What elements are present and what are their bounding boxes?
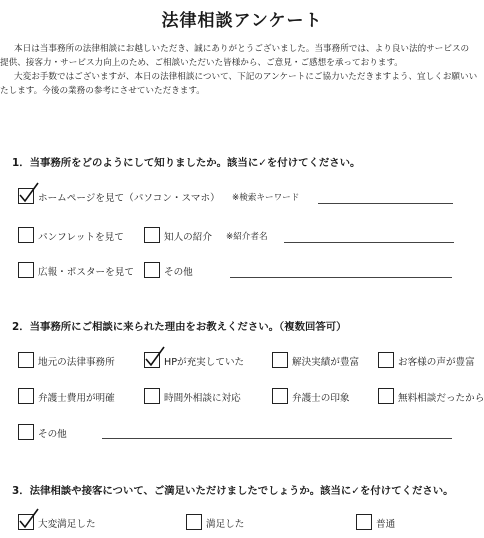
- checkbox[interactable]: [144, 262, 160, 278]
- option-label: その他: [164, 267, 193, 278]
- checkmark-icon: [18, 182, 40, 204]
- option-label: お客様の声が豊富: [398, 357, 475, 368]
- option-label: 普通: [376, 519, 396, 530]
- option-label: 弁護士の印象: [292, 393, 350, 404]
- checkbox[interactable]: [18, 352, 34, 368]
- checkbox[interactable]: [356, 514, 372, 530]
- checkbox[interactable]: [18, 388, 34, 404]
- option-label: 無料相談だったから: [398, 393, 484, 404]
- intro-line-2: 提供、接客力・サービス力向上のため、ご相談いただいた皆様から、ご意見・ご感想を承っております。: [0, 58, 403, 68]
- checkbox[interactable]: [378, 352, 394, 368]
- checkmark-icon: [18, 508, 40, 530]
- referrer-note: ※紹介者名: [226, 232, 268, 242]
- question-2-title: 2．当事務所にご相談に来られた理由をお教えください。（複数回答可）: [12, 321, 347, 333]
- question-3-title: 3．法律相談や接客について、ご満足いただけましたでしょうか。該当に✓を付けてください。: [12, 485, 454, 497]
- option-label: 時間外相談に対応: [164, 393, 241, 404]
- checkbox[interactable]: [186, 514, 202, 530]
- checkbox[interactable]: [144, 388, 160, 404]
- intro-line-3: 大変お手数ではございますが、本日の法律相談について、下記のアンケートにご協力いただきますよう、宜しくお願いい: [14, 72, 478, 82]
- option-label: 知人の紹介: [164, 232, 212, 243]
- intro-line-4: たします。今後の業務の参考にさせていただきます。: [0, 86, 205, 96]
- option-label: 解決実績が豊富: [292, 357, 360, 368]
- question-1-title: 1．当事務所をどのようにして知りましたか。該当に✓を付けてください。: [12, 157, 361, 169]
- checkbox[interactable]: [18, 262, 34, 278]
- q1-other-input-line[interactable]: [230, 277, 452, 278]
- keyword-input-line[interactable]: [318, 203, 453, 204]
- option-label: ホームページを見て（パソコン・スマホ）: [38, 193, 220, 204]
- option-label: パンフレットを見て: [38, 232, 124, 243]
- option-label: 広報・ポスターを見て: [38, 267, 134, 278]
- checkbox[interactable]: [378, 388, 394, 404]
- checkbox[interactable]: [144, 227, 160, 243]
- option-label: 地元の法律事務所: [38, 357, 115, 368]
- q2-other-input-line[interactable]: [102, 438, 452, 439]
- option-label: 満足した: [206, 519, 245, 530]
- option-label: 弁護士費用が明確: [38, 393, 115, 404]
- referrer-input-line[interactable]: [284, 242, 454, 243]
- checkbox[interactable]: [18, 227, 34, 243]
- option-label: その他: [38, 429, 67, 440]
- option-label: HPが充実していた: [164, 357, 245, 368]
- checkbox[interactable]: [272, 352, 288, 368]
- intro-line-1: 本日は当事務所の法律相談にお越しいただき、誠にありがとうございました。当事務所では、より良い法的サービスの: [14, 44, 470, 54]
- option-label: 大変満足した: [38, 519, 96, 530]
- checkbox[interactable]: [272, 388, 288, 404]
- page-title: 法律相談アンケート: [161, 11, 323, 31]
- keyword-note: ※検索キーワード: [232, 193, 300, 203]
- checkmark-icon: [144, 346, 166, 368]
- checkbox[interactable]: [18, 424, 34, 440]
